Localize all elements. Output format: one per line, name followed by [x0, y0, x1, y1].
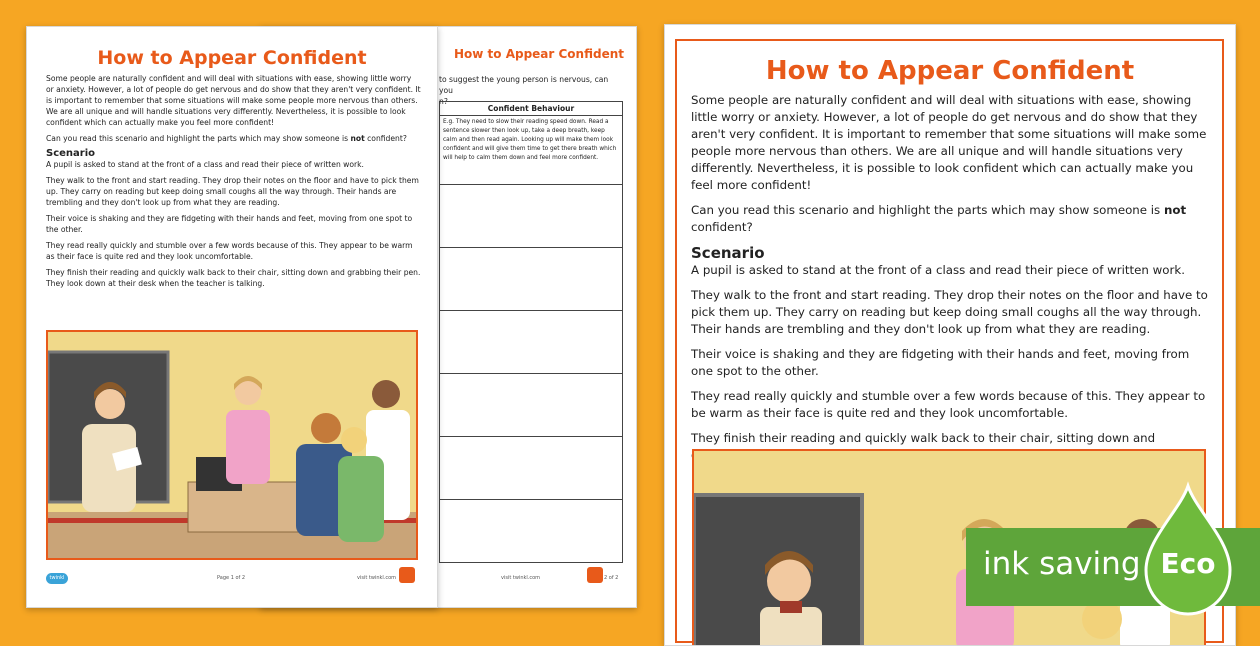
table-header: Confident Behaviour	[440, 102, 623, 116]
page-title: How to Appear Confident	[765, 56, 1135, 86]
page-1-site: visit twinkl.com	[357, 575, 397, 581]
scenario-paragraph: Their voice is shaking and they are fidgeting with their hands and feet, moving from one spot to the other.	[46, 214, 413, 234]
intro-text: Some people are naturally confident and will deal with situations with ease, showing little worry or anxiety. However, a lot of people do get nervous and do show that they aren't very confident. It is important to remember that some situations will make some people more nervous than others. We are all unique and will handle situations very differently. Nevertheless, it is possible to look confident which can actually make you feel more confident!	[46, 74, 421, 127]
page-2-title: How to Appear Confident	[453, 47, 624, 61]
page-1-number: Page 1 of 2	[217, 575, 246, 581]
page-2-number: 2 of 2	[604, 575, 619, 581]
scenario-heading: Scenario	[691, 244, 765, 262]
twinkl-logo: twinkl	[46, 573, 68, 584]
page-2-intro: to suggest the young person is nervous, can you n?	[439, 75, 609, 106]
scenario-paragraph: A pupil is asked to stand at the front of a class and read their piece of written work.	[691, 263, 1185, 277]
intro-text: Some people are naturally confident and will deal with situations with ease, showing little worry or anxiety. However, a lot of people do get nervous and do show that they aren't very confident. It is important to remember that some situations will make some people more nervous than others. We are all unique and will handle situations very differently. Nevertheless, it is possible to look confident which can actually make you feel more confident!	[691, 93, 1207, 192]
eco-label: Eco	[1160, 547, 1216, 580]
ink-saving-text: ink saving	[983, 546, 1141, 582]
page-2-site: visit twinkl.com	[501, 575, 541, 581]
scenario-paragraph: A pupil is asked to stand at the front of a class and read their piece of written work.	[46, 160, 364, 169]
scenario-paragraph: They read really quickly and stumble over a few words because of this. They appear to be warm as their face is quite red and they look uncomfortable.	[46, 241, 413, 261]
question-text: Can you read this scenario and highlight the parts which may show someone is not confident?	[691, 203, 1187, 234]
scenario-paragraph: They finish their reading and quickly walk back to their chair, sitting down and grabbing their pen. They look down at their desk when the teacher is talking.	[46, 268, 421, 288]
scenario-paragraph: They walk to the front and start reading. They drop their notes on the floor and have to pick them up. They carry on reading but keep doing small coughs all the way through. Their hands are trembling and they don't look up from what they are reading.	[691, 288, 1208, 336]
scenario-paragraph: Their voice is shaking and they are fidgeting with their hands and feet, moving from one spot to the other.	[691, 347, 1190, 378]
scenario-paragraph: They read really quickly and stumble over a few words because of this. They appear to be warm as their face is quite red and they look uncomfortable.	[691, 389, 1206, 420]
question-text: Can you read this scenario and highlight the parts which may show someone is not confident?	[46, 134, 407, 143]
scenario-heading: Scenario	[46, 148, 96, 159]
page-1-title: How to Appear Confident	[97, 47, 367, 69]
scenario-paragraph: They walk to the front and start reading. They drop their notes on the floor and have to pick them up. They carry on reading but keep doing small coughs all the way through. Their hands are trembling and they don't look up from what they are reading.	[46, 176, 419, 207]
scenario-paragraph: They finish their reading and quickly walk back to their chair, sitting down and	[691, 431, 1156, 445]
table-example-row: E.g. They need to slow their reading speed down. Read a sentence slower then look up, take a deep breath, keep calm and then read again. Looking up will make them look confident and will give them time to get there breath which will help to calm them down and feel more confident.	[440, 116, 623, 185]
